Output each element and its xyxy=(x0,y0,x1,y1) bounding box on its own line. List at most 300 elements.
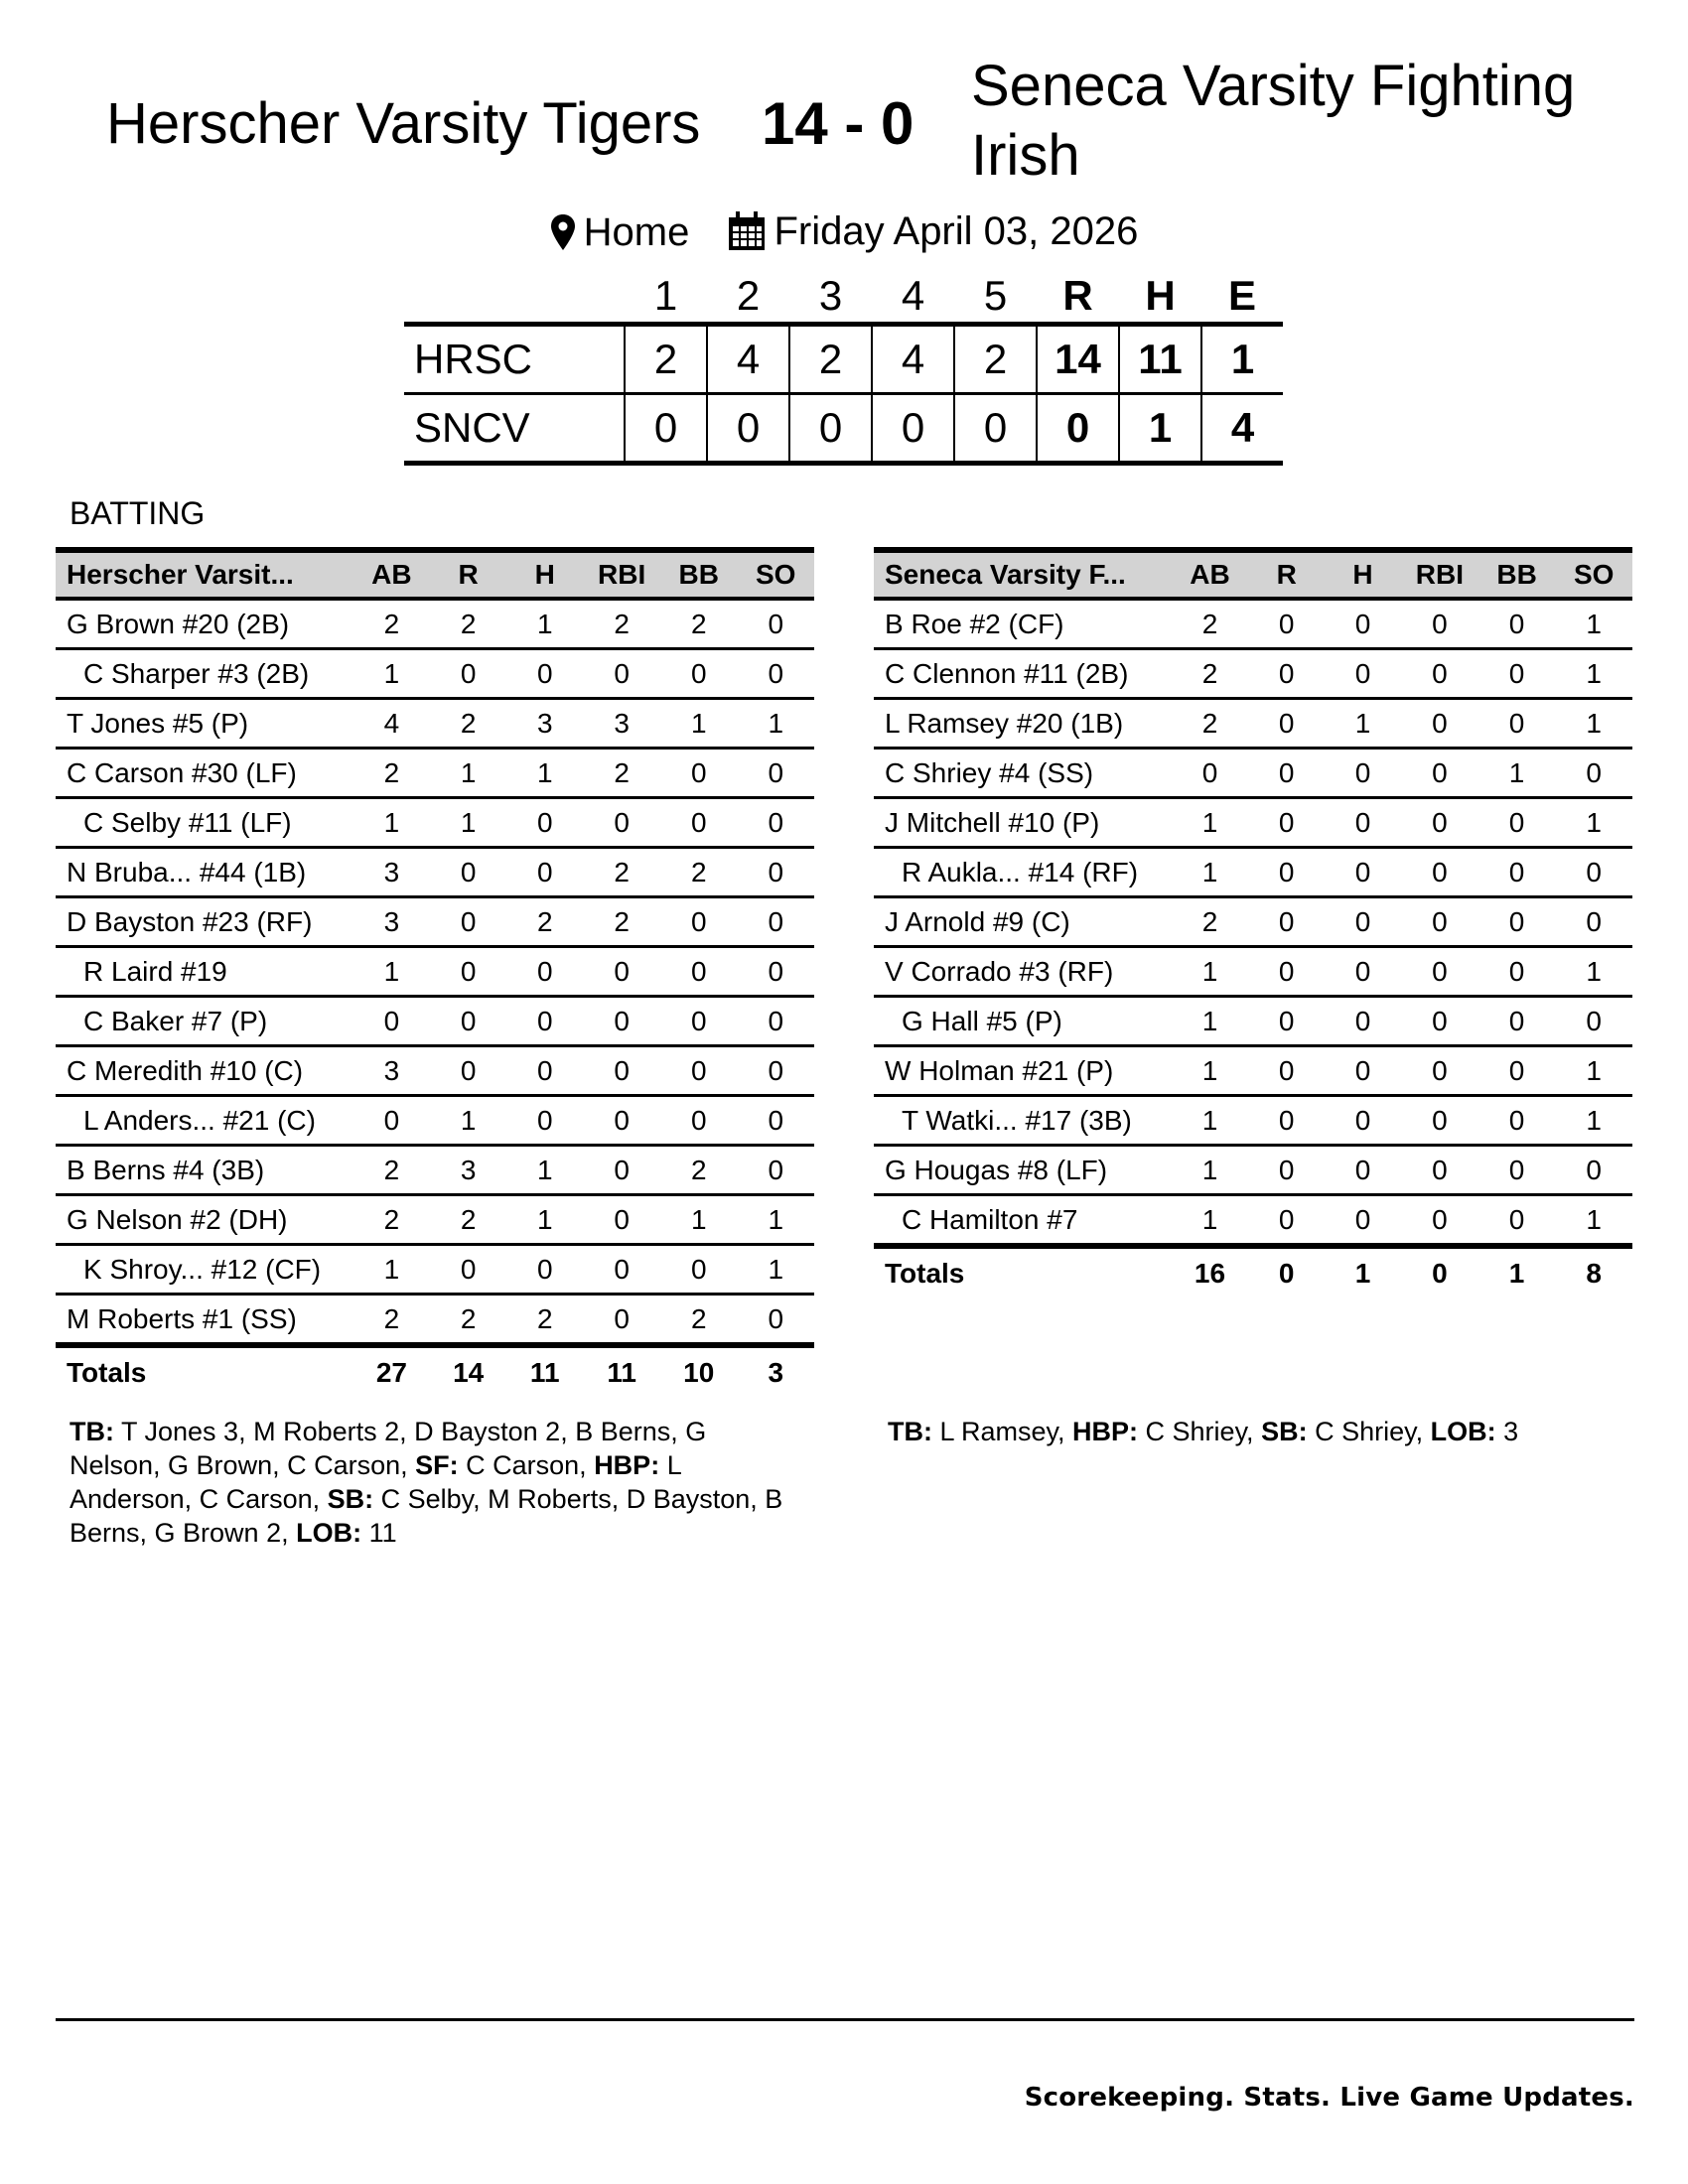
stat-value: 0 xyxy=(1432,905,1448,937)
stat-value: 0 xyxy=(690,1005,707,1036)
stat-value: 0 xyxy=(1278,608,1295,639)
stat-value: 2 xyxy=(536,1302,553,1334)
total-value: 0 xyxy=(1432,1258,1448,1289)
stat-value: 0 xyxy=(1508,806,1525,838)
linescore-team: HRSC xyxy=(414,336,533,382)
batting-section-label: BATTING xyxy=(70,495,206,531)
stat-value: 0 xyxy=(1201,756,1218,788)
stat-value: 2 xyxy=(460,608,477,639)
total-value: 10 xyxy=(683,1357,715,1388)
player-name: R Laird #19 xyxy=(83,955,227,987)
stat-value: 0 xyxy=(1508,657,1525,689)
footer-divider xyxy=(56,2018,1634,2021)
stat-value: 0 xyxy=(1278,806,1295,838)
stat-value: 1 xyxy=(460,756,477,788)
stat-value: 1 xyxy=(383,1253,400,1285)
stat-value: 0 xyxy=(536,657,553,689)
game-header xyxy=(0,0,1688,199)
player-name: L Ramsey #20 (1B) xyxy=(885,707,1124,739)
total-value: 16 xyxy=(1194,1258,1226,1289)
stat-value: 1 xyxy=(460,806,477,838)
stat-value: 0 xyxy=(768,1104,784,1136)
player-name: N Bruba... #44 (1B) xyxy=(67,856,307,887)
batting-header-row xyxy=(874,550,1632,599)
final-score: 14 - 0 xyxy=(762,90,914,157)
stat-value: 1 xyxy=(1586,1054,1602,1086)
column-header: H xyxy=(534,559,555,590)
stat-value: 0 xyxy=(614,1253,630,1285)
stat-value: 0 xyxy=(1586,905,1602,937)
player-name: B Roe #2 (CF) xyxy=(885,608,1064,639)
stat-value: 0 xyxy=(460,657,477,689)
stat-value: 1 xyxy=(1201,955,1218,987)
player-name: B Berns #4 (3B) xyxy=(67,1154,265,1185)
stat-value: 0 xyxy=(690,806,707,838)
away-batting-notes xyxy=(888,1415,1642,1448)
errors-total: 4 xyxy=(1201,394,1283,464)
stat-value: 1 xyxy=(536,1154,553,1185)
stat-value: 0 xyxy=(1354,1104,1371,1136)
column-header: SO xyxy=(1573,559,1615,590)
player-name: M Roberts #1 (SS) xyxy=(67,1302,297,1334)
stat-value: 3 xyxy=(383,905,400,937)
hits-total: 11 xyxy=(1119,325,1201,394)
stat-value: 0 xyxy=(1278,1054,1295,1086)
stat-value: 0 xyxy=(536,1054,553,1086)
stat-value: 0 xyxy=(1354,856,1371,887)
stat-value: 1 xyxy=(1201,1154,1218,1185)
stat-value: 3 xyxy=(383,1054,400,1086)
inning-header: 5 xyxy=(983,272,1008,319)
inning-header: 3 xyxy=(818,272,843,319)
inning-score: 0 xyxy=(789,394,872,464)
column-header: H xyxy=(1352,559,1373,590)
stat-value: 0 xyxy=(536,1104,553,1136)
stat-value: 0 xyxy=(1432,1154,1448,1185)
stat-value: 0 xyxy=(1586,756,1602,788)
home-team-name: Herscher Varsity Tigers xyxy=(106,91,701,156)
away-team-name: Seneca Varsity Fighting Irish xyxy=(971,54,1576,188)
stat-value: 0 xyxy=(1508,707,1525,739)
total-value: 0 xyxy=(1278,1258,1295,1289)
location-text: Home xyxy=(583,210,690,254)
inning-score: 4 xyxy=(707,325,789,394)
stat-value: 0 xyxy=(1432,756,1448,788)
stat-value: 3 xyxy=(536,707,553,739)
stat-value: 0 xyxy=(460,1253,477,1285)
total-value: 11 xyxy=(607,1357,636,1388)
stat-value: 0 xyxy=(1508,1054,1525,1086)
stat-value: 0 xyxy=(1432,1203,1448,1235)
note-text: C Selby, M Roberts, D Bayston, B Berns, G Brown 2, xyxy=(70,1484,783,1548)
player-name: J Arnold #9 (C) xyxy=(885,905,1070,937)
player-row xyxy=(874,749,1632,798)
runs-total: 0 xyxy=(1037,394,1119,464)
stat-value: 2 xyxy=(460,1203,477,1235)
inning-score: 0 xyxy=(707,394,789,464)
stat-value: 0 xyxy=(690,1104,707,1136)
stat-value: 0 xyxy=(1508,1104,1525,1136)
runs-header: R xyxy=(1062,272,1093,319)
footer-tagline: Scorekeeping. Stats. Live Game Updates. xyxy=(1024,2083,1634,2113)
note-text: C Shriey, xyxy=(1307,1417,1431,1446)
stat-value: 0 xyxy=(1586,856,1602,887)
stat-value: 0 xyxy=(768,955,784,987)
player-name: T Jones #5 (P) xyxy=(67,707,249,739)
player-row xyxy=(874,1096,1632,1146)
stat-value: 0 xyxy=(1508,1154,1525,1185)
stat-value: 1 xyxy=(536,756,553,788)
game-meta xyxy=(0,204,1688,266)
stat-value: 0 xyxy=(460,1054,477,1086)
stat-value: 0 xyxy=(1508,955,1525,987)
hits-header: H xyxy=(1145,272,1176,319)
player-name: G Hall #5 (P) xyxy=(902,1005,1062,1036)
date-text: Friday April 03, 2026 xyxy=(774,209,1139,253)
player-name: C Baker #7 (P) xyxy=(83,1005,268,1036)
inning-score: 2 xyxy=(789,325,872,394)
stat-value: 0 xyxy=(1278,756,1295,788)
stat-value: 2 xyxy=(383,1154,400,1185)
stat-value: 2 xyxy=(690,1302,707,1334)
stat-value: 0 xyxy=(768,756,784,788)
stat-value: 0 xyxy=(614,1104,630,1136)
stat-value: 0 xyxy=(1586,1005,1602,1036)
stat-value: 0 xyxy=(1432,707,1448,739)
note-text: T Jones 3, M Roberts 2, D Bayston 2, B Berns, G Nelson, G Brown, C Carson, xyxy=(70,1417,707,1480)
stat-value: 0 xyxy=(460,1005,477,1036)
stat-value: 0 xyxy=(768,856,784,887)
player-row xyxy=(56,1195,814,1245)
stat-value: 3 xyxy=(460,1154,477,1185)
stat-value: 2 xyxy=(383,756,400,788)
stat-value: 0 xyxy=(614,1302,630,1334)
stat-value: 0 xyxy=(1278,1104,1295,1136)
stat-value: 2 xyxy=(536,905,553,937)
player-name: W Holman #21 (P) xyxy=(885,1054,1114,1086)
total-value: 11 xyxy=(529,1357,560,1388)
home-batting-notes xyxy=(70,1415,784,1550)
stat-value: 0 xyxy=(1354,657,1371,689)
stat-value: 1 xyxy=(1586,707,1602,739)
stat-value: 0 xyxy=(1586,1154,1602,1185)
player-name: V Corrado #3 (RF) xyxy=(885,955,1114,987)
stat-value: 0 xyxy=(1278,1154,1295,1185)
stat-value: 0 xyxy=(460,955,477,987)
stat-value: 1 xyxy=(1508,756,1525,788)
stat-value: 0 xyxy=(1508,856,1525,887)
stat-value: 0 xyxy=(383,1005,400,1036)
player-row xyxy=(56,599,814,649)
stat-value: 0 xyxy=(768,1054,784,1086)
total-value: 27 xyxy=(375,1357,407,1388)
player-name: C Selby #11 (LF) xyxy=(83,806,292,838)
calendar-icon xyxy=(728,211,766,251)
note-label: HBP: xyxy=(1072,1417,1139,1446)
stat-value: 0 xyxy=(1278,1203,1295,1235)
stat-value: 3 xyxy=(383,856,400,887)
totals-row xyxy=(56,1345,814,1398)
player-row xyxy=(874,699,1632,749)
player-row xyxy=(874,1195,1632,1247)
stat-value: 0 xyxy=(1432,1054,1448,1086)
stat-value: 0 xyxy=(614,1054,630,1086)
stat-value: 0 xyxy=(1508,608,1525,639)
player-row xyxy=(874,798,1632,848)
stat-value: 0 xyxy=(536,955,553,987)
stat-value: 1 xyxy=(1201,806,1218,838)
stat-value: 1 xyxy=(1201,1203,1218,1235)
player-row xyxy=(874,649,1632,699)
stat-value: 0 xyxy=(768,905,784,937)
column-header: AB xyxy=(1190,559,1230,590)
player-row xyxy=(56,1096,814,1146)
note-text: 3 xyxy=(1495,1417,1519,1446)
inning-score: 0 xyxy=(625,394,707,464)
stat-value: 0 xyxy=(1432,955,1448,987)
player-row xyxy=(56,1146,814,1195)
inning-header: 2 xyxy=(736,272,761,319)
linescore-row xyxy=(404,394,1283,464)
column-header: SO xyxy=(756,559,796,590)
stat-value: 1 xyxy=(768,707,784,739)
stat-value: 2 xyxy=(383,608,400,639)
player-name: G Nelson #2 (DH) xyxy=(67,1203,288,1235)
game-date xyxy=(728,204,1138,259)
note-label: SB: xyxy=(327,1484,374,1514)
stat-value: 0 xyxy=(1354,955,1371,987)
stat-value: 0 xyxy=(768,1154,784,1185)
stat-value: 0 xyxy=(1354,1054,1371,1086)
stat-value: 0 xyxy=(460,856,477,887)
stat-value: 2 xyxy=(614,608,630,639)
note-label: SB: xyxy=(1261,1417,1308,1446)
stat-value: 0 xyxy=(1432,806,1448,838)
team-column-header: Herscher Varsit... xyxy=(67,559,294,590)
stat-value: 1 xyxy=(1201,1104,1218,1136)
stat-value: 0 xyxy=(690,1054,707,1086)
totals-label: Totals xyxy=(67,1357,147,1388)
stat-value: 1 xyxy=(768,1253,784,1285)
stat-value: 0 xyxy=(1278,707,1295,739)
stat-value: 2 xyxy=(690,608,707,639)
stat-value: 2 xyxy=(383,1203,400,1235)
linescore-table xyxy=(404,270,1283,466)
stat-value: 2 xyxy=(690,856,707,887)
player-row xyxy=(56,897,814,947)
stat-value: 0 xyxy=(1508,905,1525,937)
away-batting-table xyxy=(874,547,1632,1298)
home-batting-table xyxy=(56,547,814,1398)
stat-value: 0 xyxy=(1354,806,1371,838)
stat-value: 3 xyxy=(614,707,630,739)
stat-value: 0 xyxy=(1278,856,1295,887)
note-text: L Ramsey, xyxy=(931,1417,1073,1446)
totals-row xyxy=(874,1246,1632,1298)
stat-value: 2 xyxy=(690,1154,707,1185)
stat-value: 0 xyxy=(614,657,630,689)
stat-value: 0 xyxy=(536,1253,553,1285)
inning-header: 1 xyxy=(653,272,678,319)
player-row xyxy=(56,798,814,848)
column-header: RBI xyxy=(1415,559,1464,590)
note-label: HBP: xyxy=(594,1450,660,1480)
stat-value: 2 xyxy=(614,756,630,788)
stat-value: 0 xyxy=(460,905,477,937)
stat-value: 2 xyxy=(460,707,477,739)
runs-total: 14 xyxy=(1037,325,1119,394)
errors-header: E xyxy=(1227,272,1256,319)
stat-value: 0 xyxy=(1354,1203,1371,1235)
stat-value: 1 xyxy=(690,707,707,739)
player-row xyxy=(56,1295,814,1346)
note-label: LOB: xyxy=(296,1518,362,1548)
total-value: 8 xyxy=(1586,1258,1602,1289)
stat-value: 0 xyxy=(1432,1104,1448,1136)
stat-value: 2 xyxy=(1201,707,1218,739)
column-header: BB xyxy=(1496,559,1537,590)
player-name: K Shroy... #12 (CF) xyxy=(83,1253,322,1285)
player-row xyxy=(56,997,814,1046)
player-name: C Shriey #4 (SS) xyxy=(885,756,1094,788)
note-text: 11 xyxy=(361,1518,397,1548)
stat-value: 0 xyxy=(1354,1154,1371,1185)
player-row xyxy=(56,848,814,897)
stat-value: 0 xyxy=(614,955,630,987)
stat-value: 1 xyxy=(536,1203,553,1235)
player-name: C Clennon #11 (2B) xyxy=(885,657,1129,689)
stat-value: 0 xyxy=(690,955,707,987)
note-text: L Anderson, C Carson, xyxy=(70,1450,681,1514)
stat-value: 1 xyxy=(1354,707,1371,739)
stat-value: 2 xyxy=(614,856,630,887)
player-name: R Aukla... #14 (RF) xyxy=(902,856,1139,887)
stat-value: 0 xyxy=(768,806,784,838)
location xyxy=(550,205,690,260)
stat-value: 0 xyxy=(690,905,707,937)
stat-value: 0 xyxy=(1278,905,1295,937)
stat-value: 0 xyxy=(1278,657,1295,689)
stat-value: 1 xyxy=(536,608,553,639)
stat-value: 1 xyxy=(1201,1005,1218,1036)
player-name: G Hougas #8 (LF) xyxy=(885,1154,1108,1185)
note-label: LOB: xyxy=(1430,1417,1496,1446)
total-value: 14 xyxy=(453,1357,485,1388)
stat-value: 4 xyxy=(383,707,400,739)
stat-value: 0 xyxy=(383,1104,400,1136)
player-rows xyxy=(56,599,814,1345)
player-name: D Bayston #23 (RF) xyxy=(67,905,313,937)
player-rows xyxy=(874,599,1632,1246)
stat-value: 1 xyxy=(1586,608,1602,639)
player-name: T Watki... #17 (3B) xyxy=(902,1104,1132,1136)
stat-value: 0 xyxy=(690,756,707,788)
inning-score: 4 xyxy=(872,325,954,394)
stat-value: 0 xyxy=(1432,608,1448,639)
totals-label: Totals xyxy=(885,1258,965,1289)
stat-value: 2 xyxy=(1201,905,1218,937)
stat-value: 1 xyxy=(768,1203,784,1235)
total-value: 3 xyxy=(768,1357,784,1388)
player-name: G Brown #20 (2B) xyxy=(67,608,290,639)
player-row xyxy=(874,599,1632,649)
stat-value: 0 xyxy=(1508,1005,1525,1036)
stat-value: 0 xyxy=(614,1005,630,1036)
stat-value: 0 xyxy=(768,608,784,639)
stat-value: 2 xyxy=(1201,608,1218,639)
column-header: R xyxy=(458,559,479,590)
stat-value: 1 xyxy=(383,955,400,987)
total-value: 1 xyxy=(1508,1258,1525,1289)
stat-value: 0 xyxy=(768,1005,784,1036)
inning-header: 4 xyxy=(901,272,925,319)
player-row xyxy=(874,947,1632,997)
player-row xyxy=(874,848,1632,897)
stat-value: 0 xyxy=(1278,1005,1295,1036)
stat-value: 0 xyxy=(1508,1203,1525,1235)
column-header: AB xyxy=(371,559,412,590)
stat-value: 0 xyxy=(1354,608,1371,639)
player-row xyxy=(56,649,814,699)
stat-value: 0 xyxy=(614,1203,630,1235)
batting-header-row xyxy=(56,550,814,599)
inning-score: 0 xyxy=(954,394,1037,464)
note-text: C Shriey, xyxy=(1138,1417,1262,1446)
note-label: SF: xyxy=(415,1450,459,1480)
errors-total: 1 xyxy=(1201,325,1283,394)
stat-value: 0 xyxy=(1354,756,1371,788)
player-name: C Meredith #10 (C) xyxy=(67,1054,304,1086)
note-label: TB: xyxy=(70,1417,114,1446)
stat-value: 0 xyxy=(1354,905,1371,937)
inning-score: 2 xyxy=(625,325,707,394)
player-row xyxy=(56,1046,814,1096)
stat-value: 1 xyxy=(383,806,400,838)
stat-value: 1 xyxy=(1586,806,1602,838)
stat-value: 1 xyxy=(1586,657,1602,689)
stat-value: 1 xyxy=(1201,856,1218,887)
stat-value: 1 xyxy=(460,1104,477,1136)
stat-value: 1 xyxy=(1586,955,1602,987)
linescore-team: SNCV xyxy=(414,404,530,451)
stat-value: 0 xyxy=(1432,856,1448,887)
stat-value: 2 xyxy=(460,1302,477,1334)
stat-value: 0 xyxy=(536,806,553,838)
player-row xyxy=(874,897,1632,947)
linescore-row xyxy=(404,325,1283,394)
inning-score: 2 xyxy=(954,325,1037,394)
stat-value: 0 xyxy=(1278,955,1295,987)
stat-value: 0 xyxy=(690,1253,707,1285)
column-header: RBI xyxy=(598,559,646,590)
stat-value: 2 xyxy=(1201,657,1218,689)
stat-value: 0 xyxy=(1432,657,1448,689)
player-row xyxy=(874,997,1632,1046)
stat-value: 0 xyxy=(614,1154,630,1185)
stat-value: 0 xyxy=(1432,1005,1448,1036)
stat-value: 0 xyxy=(690,657,707,689)
note-label: TB: xyxy=(888,1417,932,1446)
stat-value: 1 xyxy=(383,657,400,689)
team-column-header: Seneca Varsity F... xyxy=(885,559,1126,590)
stat-value: 0 xyxy=(536,1005,553,1036)
stat-value: 0 xyxy=(614,806,630,838)
player-name: C Sharper #3 (2B) xyxy=(83,657,310,689)
player-row xyxy=(56,947,814,997)
stat-value: 1 xyxy=(690,1203,707,1235)
player-row xyxy=(56,699,814,749)
inning-score: 0 xyxy=(872,394,954,464)
